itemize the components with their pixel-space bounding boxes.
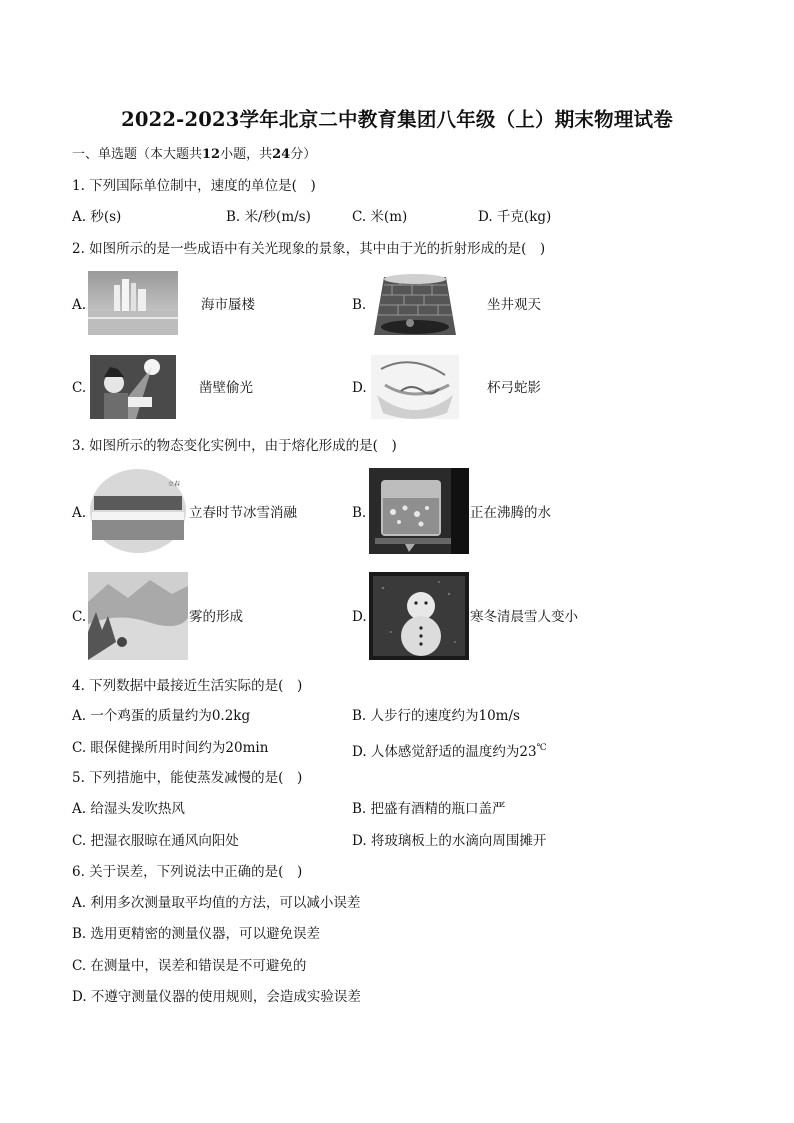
mirage-image (88, 271, 178, 335)
section-score: 24 (272, 147, 291, 162)
q5-option-d: D. 将玻璃板上的水滴向周围摊开 (352, 833, 547, 849)
section-question-count: 12 (202, 147, 221, 162)
boiling-water-image (369, 468, 469, 554)
q3-option-a-label: A. (72, 505, 87, 521)
q6-option-b: B. 选用更精密的测量仪器，可以避免误差 (72, 926, 321, 942)
q2-option-b-label: B. (352, 297, 367, 313)
q3-option-b-label: B. (352, 505, 367, 521)
q2-option-c-label: C. (72, 380, 87, 396)
q2-caption-b: 坐井观天 (487, 297, 541, 313)
q6-option-d: D. 不遵守测量仪器的使用规则，会造成实验误差 (72, 989, 361, 1005)
q5-option-a: A. 给湿头发吹热风 (72, 801, 185, 817)
q6-option-c: C. 在测量中，误差和错误是不可避免的 (72, 958, 307, 974)
page-title: 2022-2023学年北京二中教育集团八年级（上）期末物理试卷 (121, 108, 673, 131)
q4-option-c: C. 眼保健操所用时间约为20min (72, 740, 269, 756)
q3-option-d-label: D. (352, 609, 367, 625)
fog-image (88, 572, 188, 660)
snow-melt-image (88, 468, 188, 554)
q4-option-a: A. 一个鸡蛋的质量约为0.2kg (72, 708, 251, 724)
question-5-stem: 5. 下列措施中，能使蒸发减慢的是( ) (72, 770, 303, 786)
q1-option-a: A. 秒(s) (72, 209, 122, 225)
q2-caption-d: 杯弓蛇影 (487, 380, 541, 396)
q3-caption-c: 雾的形成 (189, 609, 243, 625)
q6-option-a: A. 利用多次测量取平均值的方法，可以减小误差 (72, 895, 361, 911)
q3-caption-d: 寒冬清晨雪人变小 (470, 609, 578, 625)
q1-option-b: B. 米/秒(m/s) (226, 209, 311, 225)
q4-option-d-text: D. 人体感觉舒适的温度约为23 (352, 744, 537, 760)
q3-option-c-label: C. (72, 609, 87, 625)
well-frog-image (370, 271, 460, 335)
q2-caption-a: 海市蜃楼 (201, 297, 255, 313)
q2-caption-c: 凿壁偷光 (199, 380, 253, 396)
q1-option-d: D. 千克(kg) (478, 209, 552, 225)
question-2-stem: 2. 如图所示的是一些成语中有关光现象的景象，其中由于光的折射形成的是( ) (72, 241, 546, 257)
q4-option-d (352, 739, 547, 761)
snowman-image (369, 572, 469, 660)
q2-option-a-label: A. (72, 297, 87, 313)
section-prefix: 一、单选题（本大题共 (72, 147, 203, 162)
q1-option-c: C. 米(m) (352, 209, 408, 225)
section-mid: 小题，共 (220, 147, 273, 162)
q5-option-c: C. 把湿衣服晾在通风向阳处 (72, 833, 239, 849)
question-6-stem: 6. 关于误差，下列说法中正确的是( ) (72, 864, 303, 880)
q3-caption-a: 立春时节冰雪消融 (189, 505, 297, 521)
q3-caption-b: 正在沸腾的水 (470, 505, 551, 521)
q4-option-b: B. 人步行的速度约为10m/s (352, 708, 520, 724)
question-4-stem: 4. 下列数据中最接近生活实际的是( ) (72, 678, 303, 694)
q4-option-d-unit: ℃ (536, 743, 547, 753)
q5-option-b: B. 把盛有酒精的瓶口盖严 (352, 801, 506, 817)
bow-cup-image (371, 355, 459, 419)
wall-light-image (90, 355, 176, 419)
section-heading (72, 146, 316, 164)
question-1-stem: 1. 下列国际单位制中，速度的单位是( ) (72, 178, 316, 194)
q2-option-d-label: D. (352, 380, 367, 396)
image-stamp-text: 立春 (168, 481, 181, 488)
section-suffix: 分） (290, 147, 317, 162)
question-3-stem: 3. 如图所示的物态变化实例中，由于熔化形成的是( ) (72, 438, 397, 454)
